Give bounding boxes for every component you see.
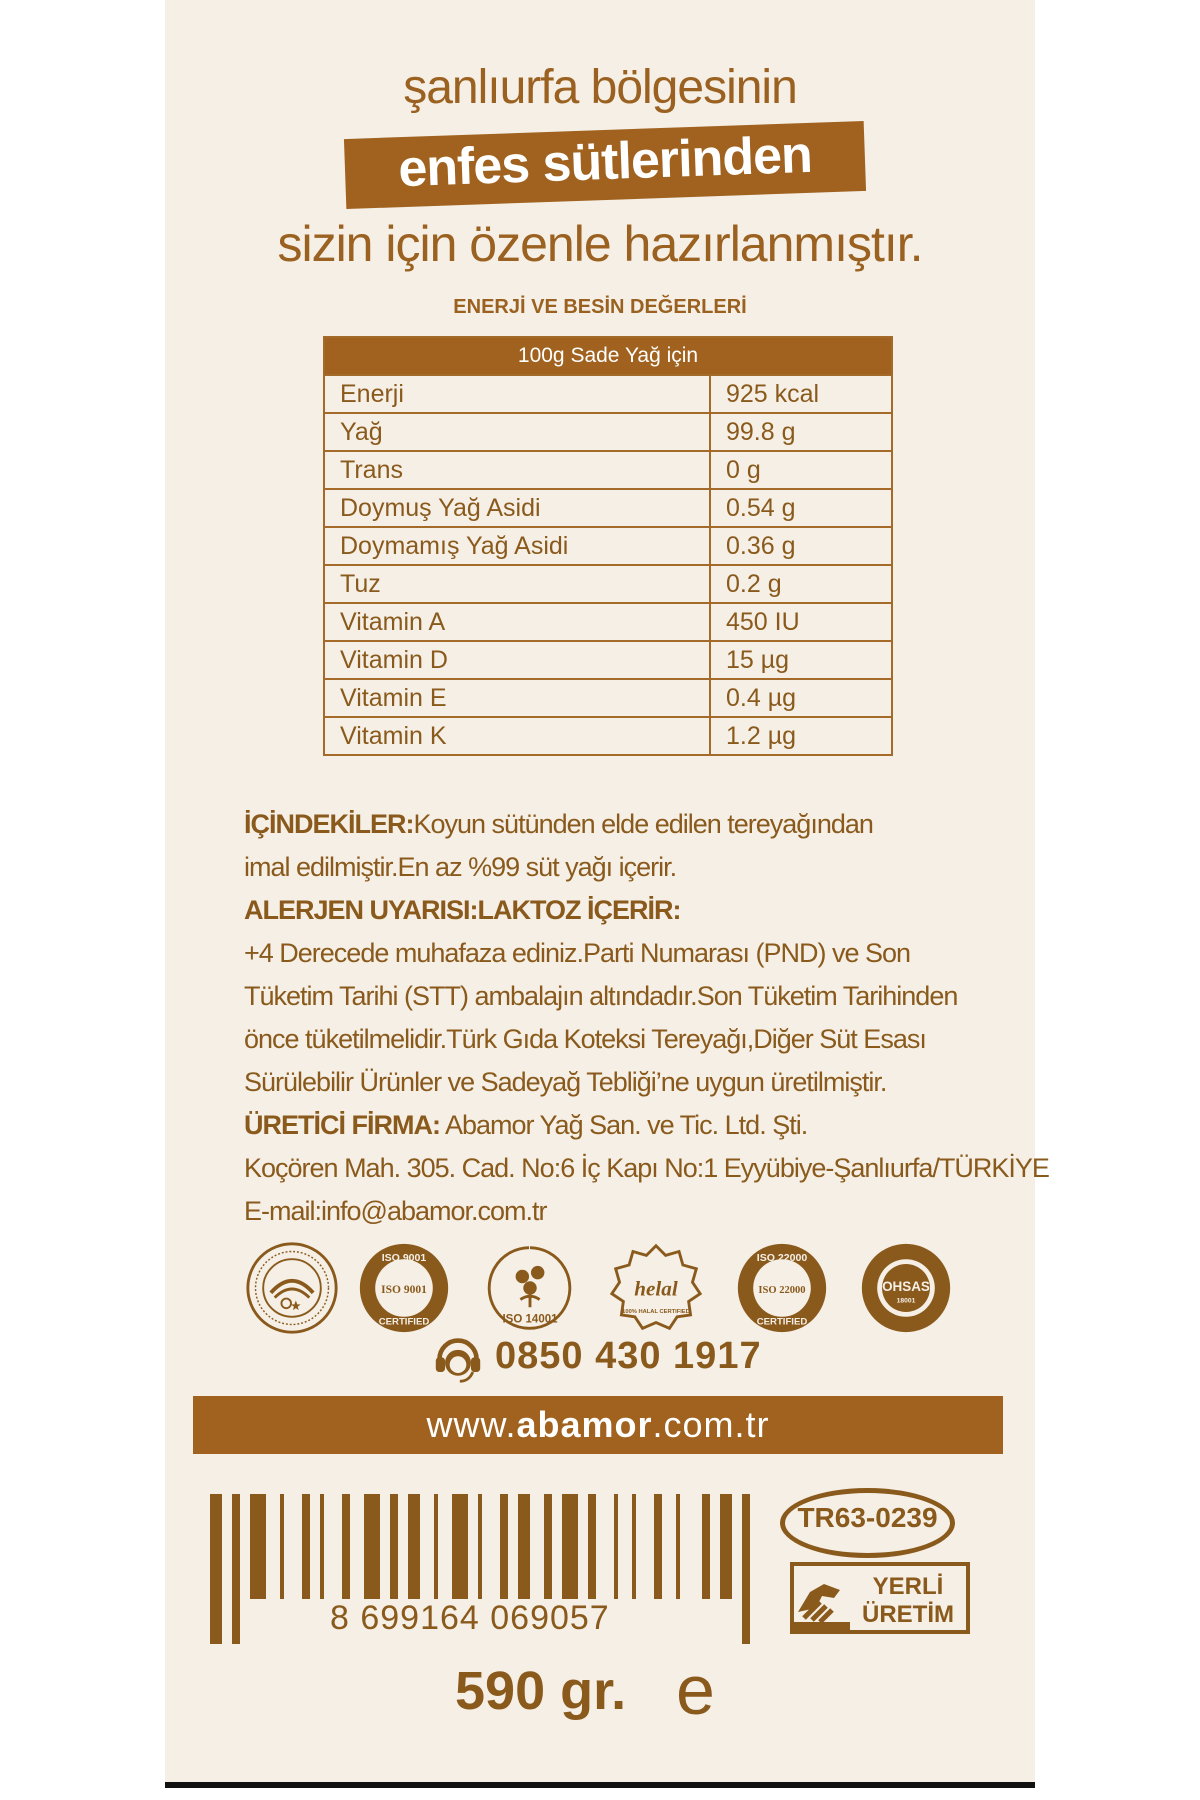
nutrition-row <box>324 375 892 413</box>
allergen-text: ALERJEN UYARISI:LAKTOZ İÇERİR: <box>244 895 681 925</box>
nutrient-name: Vitamin D <box>324 641 710 679</box>
barcode-bar <box>544 1494 552 1599</box>
barcode-bar <box>320 1494 324 1599</box>
tse-seal-icon <box>244 1240 340 1336</box>
barcode-bar <box>562 1494 578 1599</box>
origin-line1: YERLİ <box>872 1573 944 1600</box>
nutrition-row <box>324 679 892 717</box>
barcode-bar <box>720 1494 732 1599</box>
nutrient-name: Doymuş Yağ Asidi <box>324 489 710 527</box>
nutrient-value: 15 µg <box>710 641 892 679</box>
iso14001-label: ISO 14001 <box>502 1313 558 1326</box>
nutrient-value: 99.8 g <box>710 413 892 451</box>
iso9001-arc-label: ISO 9001 <box>381 1252 427 1265</box>
iso9001-certified: CERTIFIED <box>378 1316 430 1328</box>
barcode-bar <box>390 1494 398 1599</box>
storage-line-3: önce tüketilmelidir.Türk Gıda Koteksi Tereyağı,Diğer Süt Esası <box>244 1024 926 1054</box>
barcode-bar <box>478 1494 482 1599</box>
nutrition-row <box>324 413 892 451</box>
nutrition-row <box>324 489 892 527</box>
barcode-bar <box>232 1494 240 1644</box>
barcode-bar <box>500 1494 508 1599</box>
yerli-uretim-badge <box>790 1562 970 1634</box>
tagline-line3: sizin için özenle hazırlanmıştır. <box>277 216 923 272</box>
nutrient-value: 0.4 µg <box>710 679 892 717</box>
nutrient-name: Vitamin K <box>324 717 710 755</box>
iso22000-label: ISO 22000 <box>758 1284 806 1296</box>
nutrient-name: Vitamin E <box>324 679 710 717</box>
website-brand: abamor <box>516 1404 653 1445</box>
storage-line-2: Tüketim Tarihi (STT) ambalajın altındadır.Son Tüketim Tarihinden <box>244 981 958 1011</box>
nutrition-row <box>324 603 892 641</box>
barcode-bar <box>280 1494 284 1599</box>
producer-line <box>244 1104 1034 1147</box>
allergen-warning <box>244 889 1034 932</box>
nutrient-value: 0 g <box>710 451 892 489</box>
ingredients-line-2: imal edilmiştir.En az %99 süt yağı içerir. <box>244 852 677 882</box>
nutrient-value: 0.54 g <box>710 489 892 527</box>
barcode-bar <box>588 1494 596 1599</box>
barcode-bar <box>632 1494 636 1599</box>
nutrient-name: Enerji <box>324 375 710 413</box>
origin-line2: ÜRETİM <box>862 1601 954 1628</box>
iso22000-arc-label: ISO 22000 <box>756 1252 808 1265</box>
product-info <box>244 803 1049 1233</box>
nutrition-row <box>324 641 892 679</box>
website-url[interactable] <box>193 1404 1003 1446</box>
certification-logos <box>244 1240 954 1340</box>
barcode-bar <box>434 1494 438 1599</box>
barcode-bar <box>452 1494 468 1599</box>
barcode-bar <box>342 1494 350 1599</box>
iso-22000-seal-icon <box>734 1240 830 1336</box>
nutrition-title: ENERJİ VE BESİN DEĞERLERİ <box>453 296 747 318</box>
customer-service-icon <box>430 1335 486 1385</box>
halal-seal-icon <box>608 1240 704 1336</box>
nutrition-row <box>324 565 892 603</box>
iso22000-certified: CERTIFIED <box>756 1316 808 1328</box>
nutrient-value: 925 kcal <box>710 375 892 413</box>
nutrition-row <box>324 717 892 755</box>
barcode-number: 8 699164 069057 <box>330 1599 610 1637</box>
nutrition-row <box>324 451 892 489</box>
divider <box>165 1782 1035 1788</box>
nutrient-value: 450 IU <box>710 603 892 641</box>
ingredients-label: İÇİNDEKİLER: <box>244 809 414 839</box>
nutrition-table <box>323 336 893 756</box>
barcode-bar <box>364 1494 380 1599</box>
nutrient-name: Yağ <box>324 413 710 451</box>
approval-code: TR63-0239 <box>797 1502 938 1533</box>
nutrient-name: Trans <box>324 451 710 489</box>
producer-name: Abamor Yağ San. ve Tic. Ltd. Şti. <box>439 1110 808 1140</box>
tagline-line1: şanlıurfa bölgesinin <box>403 61 797 114</box>
nutrient-name: Vitamin A <box>324 603 710 641</box>
barcode-bar <box>250 1494 266 1599</box>
net-weight: 590 gr. <box>455 1661 627 1721</box>
barcode-bar <box>210 1494 222 1644</box>
handshake-icon <box>798 1584 840 1612</box>
barcode-bar <box>614 1494 618 1599</box>
ohsas-seal-icon <box>858 1240 954 1336</box>
ingredients-text: Koyun sütünden elde edilen tereyağından <box>413 809 873 839</box>
nutrient-name: Tuz <box>324 565 710 603</box>
website-suffix: .com.tr <box>652 1404 770 1445</box>
halal-sub-label: 100% HALAL CERTIFIED <box>622 1308 690 1315</box>
storage-line-4: Sürülebilir Ürünler ve Sadeyağ Tebliği’ne uygun üretilmiştir. <box>244 1067 887 1097</box>
barcode-bar <box>676 1494 680 1599</box>
nutrition-header-row <box>324 337 892 375</box>
nutrition-row <box>324 527 892 565</box>
barcode-bar <box>302 1494 310 1599</box>
nutrient-value: 0.36 g <box>710 527 892 565</box>
nutrition-per-label: 100g Sade Yağ için <box>324 337 892 375</box>
barcode-bar <box>518 1494 530 1599</box>
ohsas-number: 18001 <box>896 1297 916 1305</box>
barcode-bar <box>654 1494 662 1599</box>
iso-9001-seal-icon <box>356 1240 452 1336</box>
ohsas-label: OHSAS <box>882 1278 930 1294</box>
phone-number[interactable]: 0850 430 1917 <box>495 1335 762 1377</box>
iso-14001-seal-icon <box>482 1240 578 1336</box>
barcode-bar <box>702 1494 710 1599</box>
barcode-bar <box>742 1494 750 1644</box>
halal-label: helal <box>634 1276 678 1301</box>
tagline-banner-text: enfes sütlerinden <box>397 125 813 199</box>
nutrient-name: Doymamış Yağ Asidi <box>324 527 710 565</box>
producer-address: Koçören Mah. 305. Cad. No:6 İç Kapı No:1 Eyyübiye-Şanlıurfa/TÜRKİYE <box>244 1153 1049 1183</box>
nutrient-value: 1.2 µg <box>710 717 892 755</box>
estimated-sign-icon: e <box>676 1651 715 1729</box>
website-prefix: www. <box>426 1404 517 1445</box>
producer-label: ÜRETİCİ FİRMA: <box>244 1110 440 1140</box>
producer-email: E-mail:info@abamor.com.tr <box>244 1196 547 1226</box>
nutrient-value: 0.2 g <box>710 565 892 603</box>
barcode-bar <box>408 1494 420 1599</box>
ingredients-line <box>244 803 1034 846</box>
iso9001-label: ISO 9001 <box>381 1283 427 1296</box>
storage-line-1: +4 Derecede muhafaza ediniz.Parti Numarası (PND) ve Son <box>244 938 911 968</box>
